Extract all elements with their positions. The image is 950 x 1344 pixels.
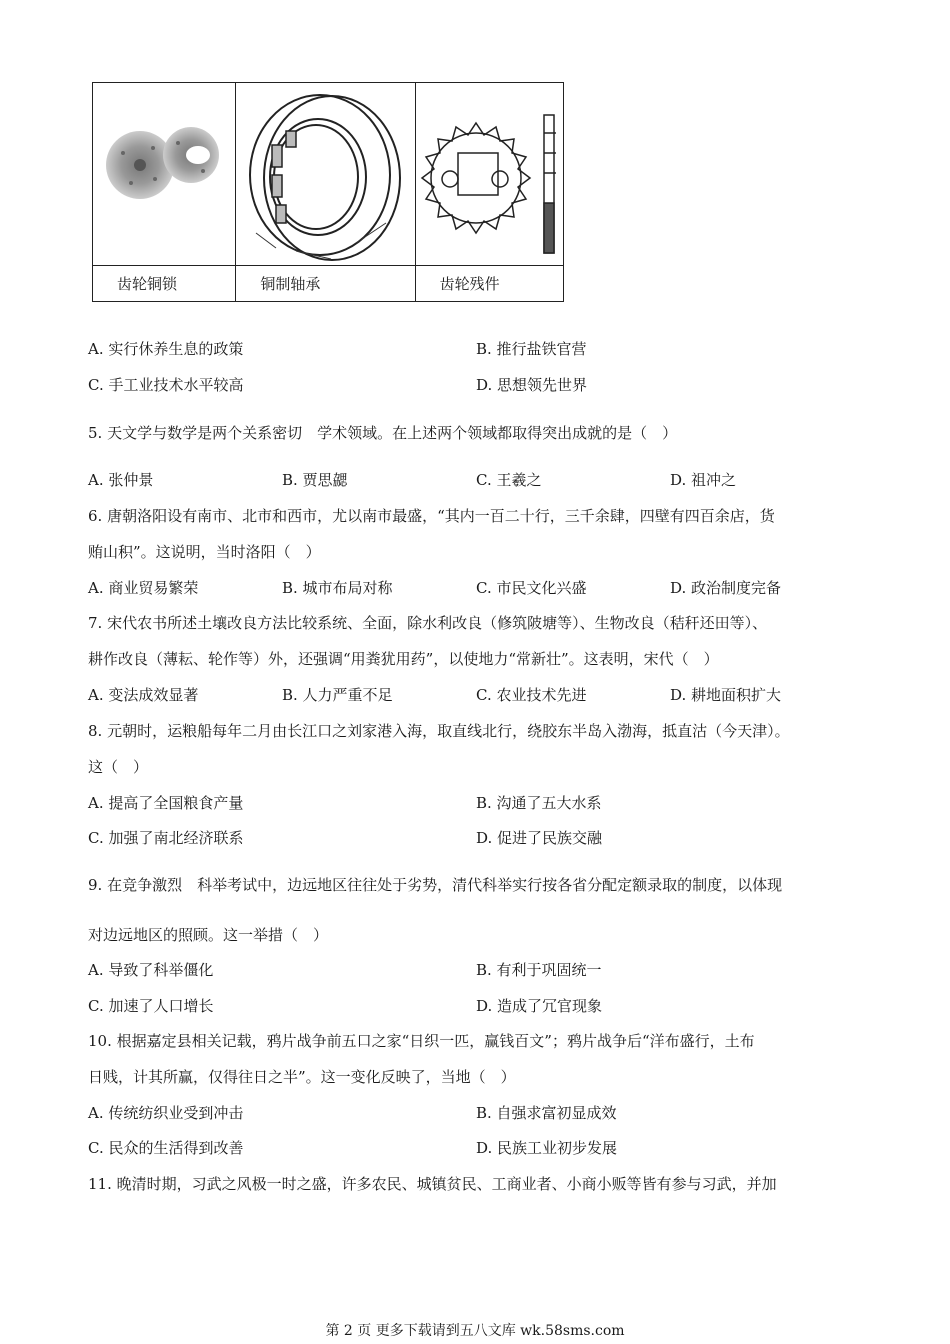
q10-option-a: A. 传统纺织业受到冲击 — [88, 1104, 244, 1122]
q5-option-b: B. 贾思勰 — [282, 471, 348, 489]
q8-option-a: A. 提高了全国粮食产量 — [88, 794, 244, 812]
q7-option-a: A. 变法成效显著 — [88, 686, 199, 704]
q6-option-b: B. 城市布局对称 — [282, 579, 393, 597]
figure-cell-gear-fragment — [416, 83, 563, 301]
q7-option-b: B. 人力严重不足 — [282, 686, 393, 704]
q9-option-c: C. 加速了人口增长 — [88, 997, 214, 1015]
q6-option-a: A. 商业贸易繁荣 — [88, 579, 199, 597]
q11-stem-line1: 11. 晚清时期，习武之风极一时之盛，许多农民、城镇贫民、工商业者、小商小贩等皆有参与习武，并加 — [88, 1175, 777, 1193]
q9-stem-line1: 9. 在竞争激烈 科举考试中，边远地区往往处于劣势，清代科举实行按各省分配定额录取的制度，以体现 — [88, 876, 783, 894]
q5-option-d: D. 祖冲之 — [670, 471, 737, 489]
q6-stem-line2: 贿山积”。这说明，当时洛阳（ ） — [88, 543, 321, 561]
q4-option-d: D. 思想领先世界 — [476, 376, 588, 394]
gear-fragment-image — [416, 83, 563, 267]
q6-stem-line1: 6. 唐朝洛阳设有南市、北市和西市，尤以南市最盛，“其内一百二十行，三千余肆，四壁有四百余店，货 — [88, 507, 775, 525]
q10-option-b: B. 自强求富初显成效 — [476, 1104, 617, 1122]
caption-bearing: 铜制轴承 — [236, 265, 414, 301]
q8-option-b: B. 沟通了五大水系 — [476, 794, 602, 812]
q7-option-d: D. 耕地面积扩大 — [670, 686, 782, 704]
q5-option-a: A. 张仲景 — [88, 471, 154, 489]
q5-option-c: C. 王羲之 — [476, 471, 542, 489]
q8-option-d: D. 促进了民族交融 — [476, 829, 603, 847]
q7-stem-line2: 耕作改良（薄耘、轮作等）外，还强调“用粪犹用药”，以使地力“常新壮”。这表明，宋代（ ） — [88, 650, 719, 668]
bearing-image — [236, 83, 414, 267]
q4-option-b: B. 推行盐铁官营 — [476, 340, 587, 358]
q6-option-c: C. 市民文化兴盛 — [476, 579, 587, 597]
caption-gear-fragment: 齿轮残件 — [416, 265, 563, 301]
q9-option-d: D. 造成了冗官现象 — [476, 997, 603, 1015]
q4-option-c: C. 手工业技术水平较高 — [88, 376, 244, 394]
artifact-figure-table — [92, 82, 564, 302]
caption-gear-lock: 齿轮铜锁 — [93, 265, 235, 301]
q9-option-a: A. 导致了科举僵化 — [88, 961, 214, 979]
page-footer: 第 2 页 更多下载请到五八文库 wk.58sms.com — [325, 1323, 625, 1339]
q10-stem-line1: 10. 根据嘉定县相关记载，鸦片战争前五口之家“日织一匹，赢钱百文”；鸦片战争后“洋布盛行，土布 — [88, 1032, 755, 1050]
q10-stem-line2: 日贱，计其所赢，仅得往日之半”。这一变化反映了，当地（ ） — [88, 1068, 516, 1086]
q7-option-c: C. 农业技术先进 — [476, 686, 587, 704]
q8-stem-line2: 这（ ） — [88, 758, 149, 776]
q9-option-b: B. 有利于巩固统一 — [476, 961, 602, 979]
figure-cell-gear-lock — [93, 83, 236, 301]
q8-option-c: C. 加强了南北经济联系 — [88, 829, 244, 847]
figure-cell-bearing — [236, 83, 415, 301]
q9-stem-line2: 对边远地区的照顾。这一举措（ ） — [88, 926, 329, 944]
q5-stem: 5. 天文学与数学是两个关系密切 学术领域。在上述两个领域都取得突出成就的是（ ） — [88, 424, 678, 442]
q6-option-d: D. 政治制度完备 — [670, 579, 782, 597]
q7-stem-line1: 7. 宋代农书所述土壤改良方法比较系统、全面，除水利改良（修筑陂塘等）、生物改良（秸秆还田等）、 — [88, 614, 768, 632]
q10-option-d: D. 民族工业初步发展 — [476, 1139, 618, 1157]
q8-stem-line1: 8. 元朝时，运粮船每年二月由长江口之刘家港入海，取直线北行，绕胶东半岛入渤海，抵直沽（今天津）。 — [88, 722, 790, 740]
q4-option-a: A. 实行休养生息的政策 — [88, 340, 244, 358]
q10-option-c: C. 民众的生活得到改善 — [88, 1139, 244, 1157]
gear-lock-image — [93, 83, 235, 267]
